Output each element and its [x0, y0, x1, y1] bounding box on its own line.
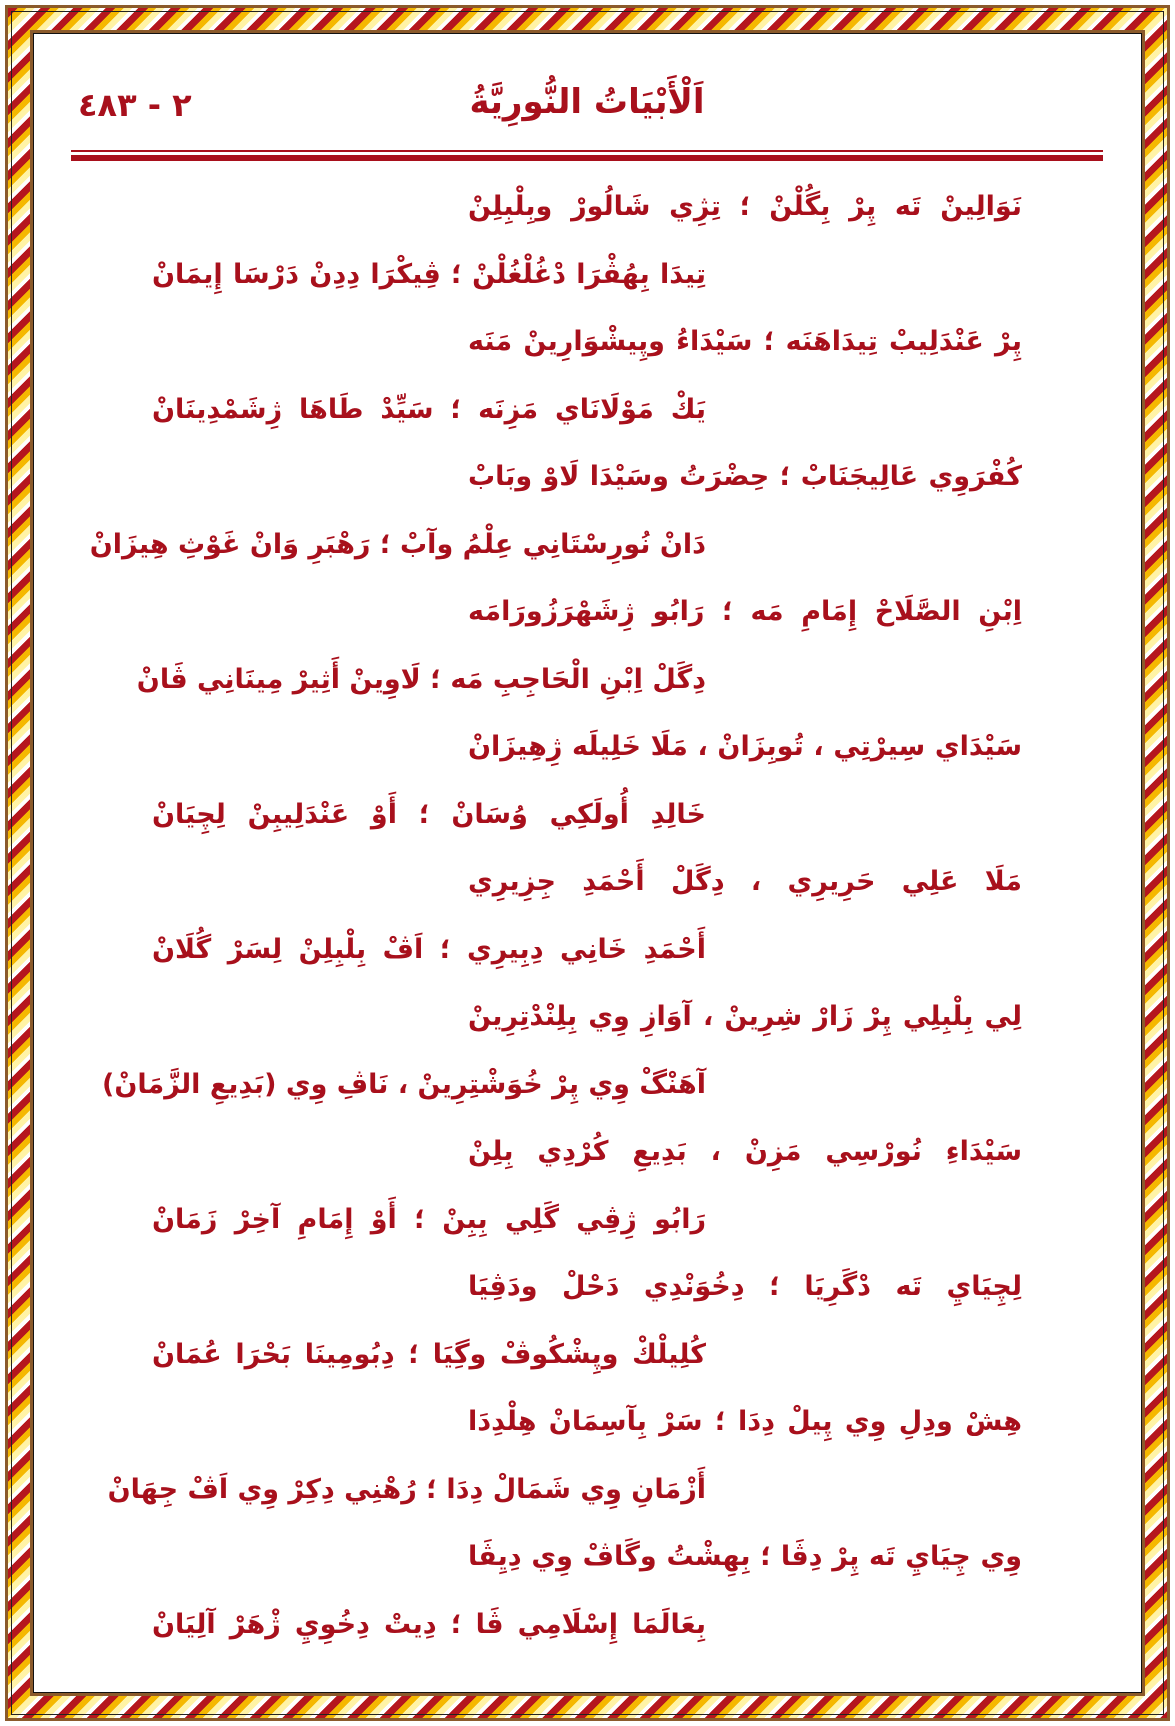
verse-line: دَانْ نُورِسْتَانِي عِلْمُ وآبْ ؛ رَهْبَرِ وَانْ غَوْثِ هِيزَانْ [89, 528, 706, 560]
verse-line: سَيْدَاءِ نُورْسِي مَزِنْ ، بَدِيعِ كُرْدِي بِلِنْ [468, 1136, 1022, 1167]
verse-line: پِرْ عَنْدَلِيبْ تِيدَاهَنَه ؛ سَيْدَاءُ وپِيشْوَارِينْ مَنَه [468, 326, 1022, 357]
verse-line: أَحْمَدِ خَانِي دِبِيرِي ؛ اَڤْ بِلْبِلِنْ لِسَرْ گُلَانْ [152, 933, 706, 965]
verse-line: هِشْ ودِلِ وِي پِيلْ دِدَا ؛ سَرْ بِآسِمَانْ هِلْدِدَا [468, 1406, 1022, 1437]
verse-line: دِگَلْ اِبْنِ الْحَاجِبِ مَه ؛ لَاوِينْ أَثِيرْ مِينَانِي ڤَانْ [136, 663, 706, 695]
verse-line: اِبْنِ الصَّلَاحْ إِمَامِ مَه ؛ رَابُو ژِشَهْرَزُورَامَه [468, 596, 1022, 627]
verse-line: تِيدَا بِهُڤْرَا دْغُلْغُلْنْ ؛ ڤِيكْرَا دِدِنْ دَرْسَا إِيمَانْ [152, 258, 706, 290]
verse-line: لِي بِلْبِلِي پِرْ زَارْ شِرِينْ ، آوَازِ وِي بِلِنْدْتِرِينْ [468, 1001, 1022, 1032]
verse-line: خَالِدِ أُولَكِي وُسَانْ ؛ أَوْ عَنْدَلِيبِنْ لِچِيَانْ [152, 798, 706, 830]
header-rule-thin [71, 150, 1103, 152]
verse-line: أَزْمَانِ وِي شَمَالْ دِدَا ؛ رُهْنِي دِكِرْ وِي اَڤْ جِهَانْ [107, 1473, 706, 1505]
verse-line: رَابُو ژِڤِي گَلِي بِبِنْ ؛ أَوْ إِمَامِ آخِرْ زَمَانْ [152, 1203, 706, 1235]
page-number: ٢ - ٤٨٣ [78, 86, 192, 124]
verse-line: آهَنْگْ وِي پِرْ خُوَشْتِرِينْ ، نَاڤِ وِي (بَدِيعِ الزَّمَانْ) [101, 1068, 706, 1100]
verse-line: نَوَالِينْ تَه پِرْ بِگُلْنْ ؛ تِژِي شَالُورْ وبِلْبِلِنْ [468, 191, 1022, 222]
verse-line: مَلَا عَلِي حَرِيرِي ، دِگَلْ أَحْمَدِ جِزِيرِي [468, 866, 1022, 897]
verse-line: بِعَالَمَا إِسْلَامِي ڤَا ؛ دِيتْ دِخُوِيِ ژْهَرْ آلِيَانْ [152, 1608, 706, 1640]
verse-line: سَيْدَاي سِيرْتِي ، تُوبِزَانْ ، مَلَا خَلِيلَه ژِهِيزَانْ [468, 731, 1022, 762]
verse-line: كُلِيلْكْ وپِشْكُوڤْ وگِيَا ؛ دِبُومِينَا بَحْرَا عُمَانْ [152, 1338, 706, 1370]
page-title: اَلْأَبْيَاتُ النُّورِيَّةُ [469, 82, 705, 122]
header-rule-thick [71, 155, 1103, 161]
verse-line: يَكْ مَوْلَانَاي مَزِنَه ؛ سَيِّدْ طَاهَا ژِشَمْدِينَانْ [152, 393, 706, 425]
verse-line: كُفْرَوِي عَالِيجَنَابْ ؛ حِضْرَتُ وسَيْدَا لَاوْ وبَابْ [468, 461, 1022, 492]
verse-line: وِي چِيَايِ تَه پِرْ دِڤَا ؛ بِهِشْتُ وگَاڤْ وِي دِيِڤَا [468, 1541, 1022, 1572]
verse-line: لِچِيَايِ تَه دْگَرِيَا ؛ دِخُوَنْدِي دَحْلْ ودَڤِيَا [468, 1271, 1022, 1302]
